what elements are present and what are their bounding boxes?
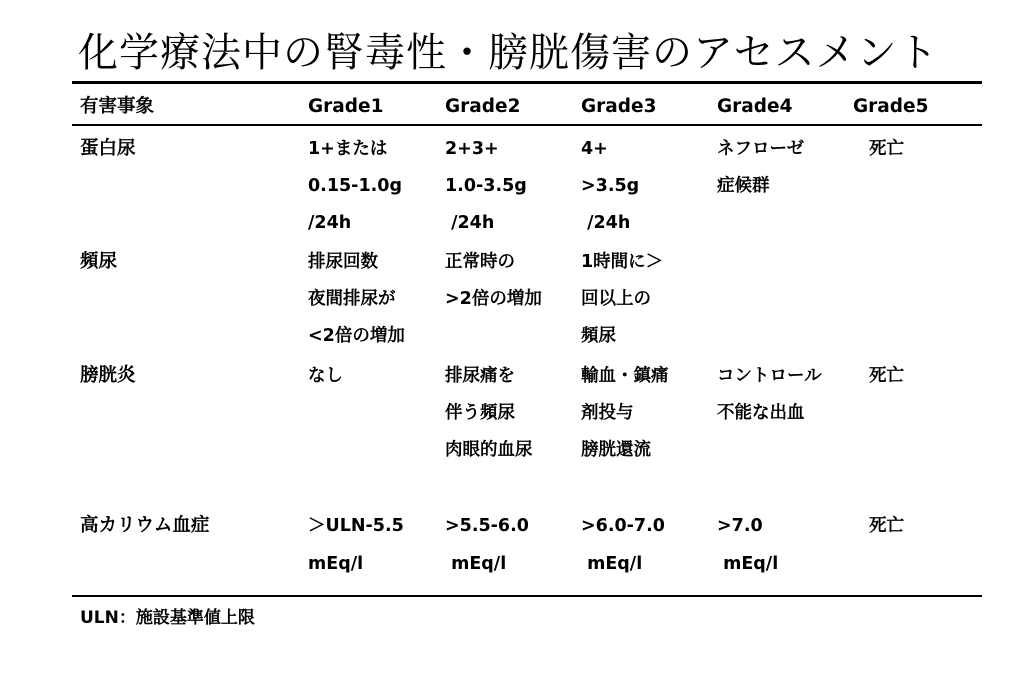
cell-frequency-grade2: >2倍の増加 <box>445 289 542 309</box>
row-label-cystitis: 膀胱炎 <box>80 365 136 386</box>
cell-hyperkalemia-grade3: >6.0-7.0 <box>581 516 665 536</box>
row-label-hyperkalemia: 高カリウム血症 <box>80 515 210 536</box>
footnote: ULN：施設基準値上限 <box>80 608 255 628</box>
cell-frequency-grade3: 回以上の <box>581 289 651 309</box>
cell-frequency-grade1: 排尿回数 <box>308 252 378 272</box>
slide-title: 化学療法中の腎毒性・膀胱傷害のアセスメント <box>78 30 939 76</box>
cell-cystitis-grade4: 不能な出血 <box>717 403 805 423</box>
cell-cystitis-grade5: 死亡 <box>869 366 904 386</box>
cell-proteinuria-grade5: 死亡 <box>869 139 904 159</box>
cell-hyperkalemia-grade4: >7.0 <box>717 516 763 536</box>
cell-cystitis-grade3: 膀胱還流 <box>581 440 651 460</box>
row-label-frequency: 頻尿 <box>80 251 118 272</box>
cell-hyperkalemia-grade5: 死亡 <box>869 516 904 536</box>
cell-frequency-grade1: 夜間排尿が <box>308 289 396 309</box>
cell-proteinuria-grade3: /24h <box>581 213 631 233</box>
cell-frequency-grade1: <2倍の増加 <box>308 326 405 346</box>
title-underline <box>72 81 982 84</box>
cell-proteinuria-grade1: 1+または <box>308 139 388 159</box>
cell-hyperkalemia-grade3: mEq/l <box>581 554 643 574</box>
cell-cystitis-grade4: コントロール <box>717 366 822 386</box>
cell-proteinuria-grade2: /24h <box>445 213 495 233</box>
header-grade5: Grade5 <box>853 96 929 117</box>
cell-hyperkalemia-grade2: mEq/l <box>445 554 507 574</box>
cell-proteinuria-grade4: 症候群 <box>717 176 770 196</box>
cell-frequency-grade3: 頻尿 <box>581 326 616 346</box>
header-adverse-event: 有害事象 <box>80 96 155 117</box>
cell-hyperkalemia-grade4: mEq/l <box>717 554 779 574</box>
row-label-proteinuria: 蛋白尿 <box>80 138 136 159</box>
cell-frequency-grade2: 正常時の <box>445 252 515 272</box>
cell-cystitis-grade1: なし <box>308 366 343 386</box>
cell-cystitis-grade3: 剤投与 <box>581 403 634 423</box>
cell-cystitis-grade2: 伴う頻尿 <box>445 403 515 423</box>
header-grade1: Grade1 <box>308 96 384 117</box>
cell-hyperkalemia-grade1: ＞ULN-5.5 <box>308 516 404 536</box>
cell-hyperkalemia-grade2: >5.5-6.0 <box>445 516 529 536</box>
cell-proteinuria-grade1: /24h <box>308 213 352 233</box>
cell-cystitis-grade3: 輸血・鎮痛 <box>581 366 669 386</box>
cell-cystitis-grade2: 排尿痛を <box>445 366 515 386</box>
cell-proteinuria-grade3: 4+ <box>581 139 608 159</box>
cell-proteinuria-grade4: ネフローゼ <box>717 139 805 159</box>
cell-cystitis-grade2: 肉眼的血尿 <box>445 440 533 460</box>
cell-proteinuria-grade1: 0.15-1.0g <box>308 176 402 196</box>
cell-proteinuria-grade2: 1.0-3.5g <box>445 176 527 196</box>
cell-hyperkalemia-grade1: mEq/l <box>308 554 364 574</box>
header-divider <box>72 124 982 126</box>
header-grade4: Grade4 <box>717 96 793 117</box>
header-grade3: Grade3 <box>581 96 657 117</box>
cell-proteinuria-grade3: >3.5g <box>581 176 640 196</box>
cell-frequency-grade3: 1時間に＞ <box>581 252 664 272</box>
table-bottom-rule <box>72 595 982 597</box>
header-grade2: Grade2 <box>445 96 521 117</box>
cell-proteinuria-grade2: 2+3+ <box>445 139 499 159</box>
